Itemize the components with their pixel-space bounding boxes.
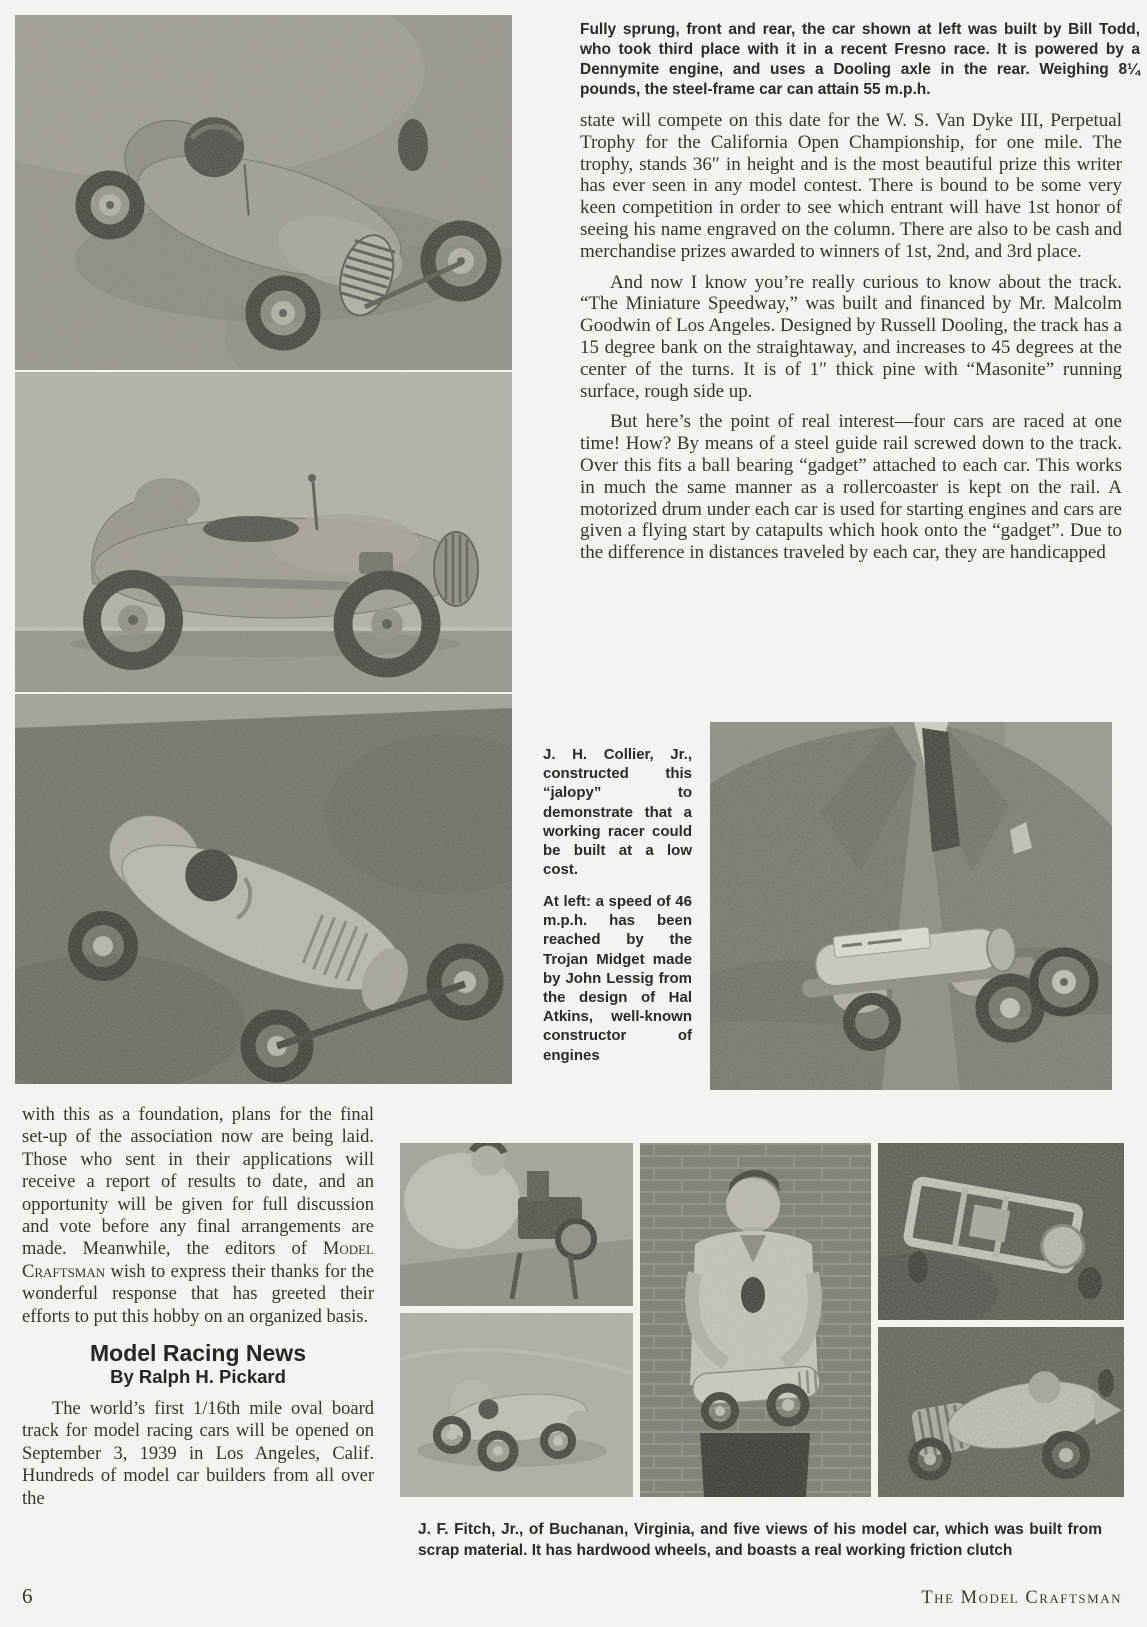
article-paragraph: But here’s the point of real interest—four cars are raced at one time! How? By means of a steel guide rail screwed down to the track. Over this fits a ball bearing “gadget” attached to each car. This works in much the same manner as a rollercoaster is kept on the rail. A motorized drum under each car is used for starting engines and cars are given a flying start by catapults which hook onto the “gadget”. Due to the difference in distances traveled by each car, they are handicapped — [580, 411, 1122, 564]
photo-collage — [400, 1143, 1124, 1497]
association-text-after: wish to express their thanks for the wonderful response that has greeted their efforts to put this hobby on an organized basis. — [22, 1261, 374, 1327]
model-racing-news-heading: Model Racing News — [90, 1340, 306, 1367]
association-paragraph — [22, 1104, 374, 1328]
collage-photo-car-in-grass-art — [878, 1327, 1124, 1497]
photo-racer-side — [15, 372, 512, 692]
model-craftsman-smallcaps: Model Craftsman — [22, 1239, 374, 1282]
article-paragraph: state will compete on this date for the W. S. Van Dyke III, Perpetual Trophy for the California Open Championship, for one mile. The trophy, stands 36″ in height and is the most beautiful prize this writer has ever seen in any model contest. There is bound to be some very keen competition in order to see which entrant will have 1st honor of seeing his name engraved on the column. There are also to be cash and merchandise prizes awarded to winners of 1st, 2nd, and 3rd place. — [580, 110, 1122, 262]
page-number: 6 — [22, 1584, 33, 1608]
photo-racer-topdown-art — [15, 694, 512, 1084]
top-photo-caption: Fully sprung, front and rear, the car shown at left was built by Bill Todd, who took third place with it in a recent Fresno race. It is powered by a Dennymite engine, and uses a Dooling axle in the rear. Weighing 8¼ pounds, the steel-frame car can attain 55 m.p.h. — [580, 21, 1140, 98]
photo-racer-topdown — [15, 694, 512, 1084]
collage-photo-car-on-pavement-art — [400, 1313, 633, 1497]
byline: By Ralph H. Pickard — [110, 1366, 286, 1388]
association-text-before: with this as a foundation, plans for the final set-up of the association now are being laid. Those who sent in their applications will receive a report of results to date, and an opportunity will be given for full discussion and vote before any final arrangements are made. Meanwhile, the editors of — [22, 1105, 374, 1260]
trojan-midget-caption: At left: a speed of 46 m.p.h. has been reached by the Trojan Midget made by John Lessig from the design of Hal Atkins, well-known constructor of engines — [543, 893, 692, 1064]
collage-photo-chassis-on-grass-art — [878, 1143, 1124, 1320]
magazine-title: The Model Craftsman — [921, 1588, 1122, 1608]
left-text-column — [22, 1104, 374, 1510]
collage-photo-engine-bench-art — [400, 1143, 633, 1306]
photo-man-holding-car — [710, 722, 1112, 1090]
photo-racer-overhead-art — [15, 15, 512, 370]
collage-photo-engine-bench — [400, 1143, 633, 1306]
collier-caption: J. H. Collier, Jr., constructed this “jalopy” to demonstrate that a working racer could be built at a low cost. — [543, 746, 692, 879]
collage-photo-man-brick-wall — [640, 1143, 871, 1497]
collage-photo-car-on-pavement — [400, 1313, 633, 1497]
collage-photo-man-brick-wall-art — [640, 1143, 871, 1497]
photo-man-holding-car-art — [710, 722, 1112, 1090]
article-paragraph: And now I know you’re really curious to know about the track. “The Miniature Speedway,” was built and financed by Mr. Malcolm Goodwin of Los Angeles. Designed by Russell Dooling, the track has a 15 degree bank on the straightaway, and increases to 45 degrees at the center of the turns. It is of 1″ thick pine with “Masonite” running surface, rough side up. — [580, 271, 1122, 402]
track-opening-paragraph: The world’s first 1/16th mile oval board track for model racing cars will be opened on September 3, 1939 in Los Angeles, Calif. Hundreds of model car builders from all over the — [22, 1398, 374, 1509]
collage-photo-car-in-grass — [878, 1327, 1124, 1497]
photo-racer-overhead — [15, 15, 512, 370]
collage-photo-chassis-on-grass — [878, 1143, 1124, 1320]
photo-racer-side-art — [15, 372, 512, 692]
fitch-caption: J. F. Fitch, Jr., of Buchanan, Virginia, and five views of his model car, which was built from scrap material. It has hardwood wheels, and boasts a real working friction clutch — [418, 1521, 1102, 1559]
article-body — [580, 110, 1122, 573]
